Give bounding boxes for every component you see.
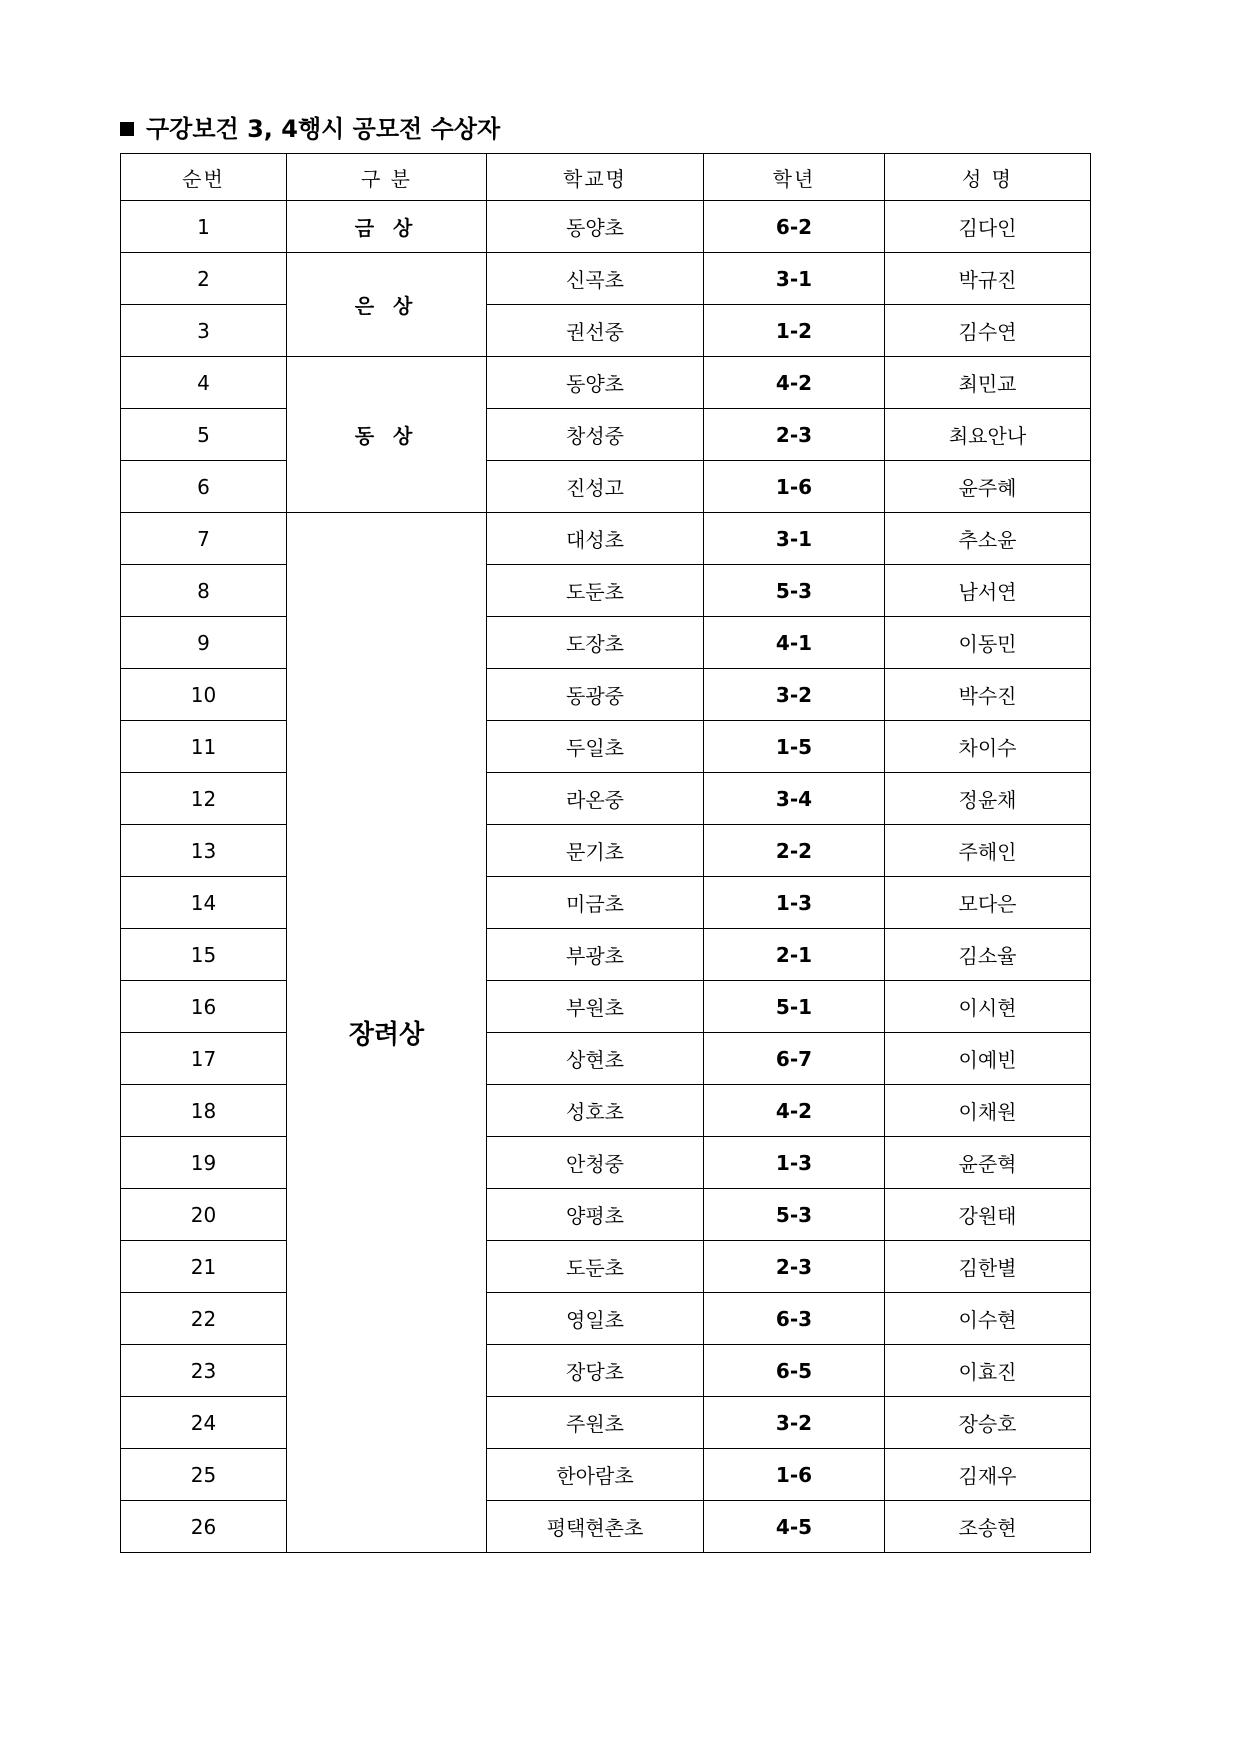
table-row	[121, 1397, 1091, 1449]
row-grade: 4-2	[704, 357, 885, 409]
table-row	[121, 981, 1091, 1033]
awards-table	[120, 153, 1091, 1553]
row-name: 윤주혜	[885, 461, 1091, 513]
row-name: 김재우	[885, 1449, 1091, 1501]
row-num: 15	[121, 929, 287, 981]
page-title-text: 구강보건 3, 4행시 공모전 수상자	[146, 115, 501, 143]
row-name: 남서연	[885, 565, 1091, 617]
row-school: 주원초	[487, 1397, 704, 1449]
row-name: 추소윤	[885, 513, 1091, 565]
row-grade: 1-6	[704, 461, 885, 513]
row-name: 김수연	[885, 305, 1091, 357]
award-silver: 은 상	[287, 253, 487, 357]
row-num: 18	[121, 1085, 287, 1137]
row-name: 이수현	[885, 1293, 1091, 1345]
row-grade: 1-3	[704, 1137, 885, 1189]
row-grade: 5-3	[704, 565, 885, 617]
row-num: 10	[121, 669, 287, 721]
row-school: 창성중	[487, 409, 704, 461]
table-row	[121, 617, 1091, 669]
table-row	[121, 565, 1091, 617]
table-row	[121, 305, 1091, 357]
table-row	[121, 1137, 1091, 1189]
table-row	[121, 669, 1091, 721]
row-school: 대성초	[487, 513, 704, 565]
row-num: 8	[121, 565, 287, 617]
row-grade: 5-3	[704, 1189, 885, 1241]
table-row	[121, 357, 1091, 409]
table-row	[121, 461, 1091, 513]
row-num: 20	[121, 1189, 287, 1241]
row-grade: 6-3	[704, 1293, 885, 1345]
row-name: 이효진	[885, 1345, 1091, 1397]
row-name: 차이수	[885, 721, 1091, 773]
table-row	[121, 877, 1091, 929]
row-num: 1	[121, 201, 287, 253]
row-grade: 2-3	[704, 409, 885, 461]
row-school: 권선중	[487, 305, 704, 357]
row-school: 동광중	[487, 669, 704, 721]
row-school: 장당초	[487, 1345, 704, 1397]
award-bronze: 동 상	[287, 357, 487, 513]
row-num: 24	[121, 1397, 287, 1449]
row-num: 13	[121, 825, 287, 877]
row-school: 미금초	[487, 877, 704, 929]
row-school: 평택현촌초	[487, 1501, 704, 1553]
header-num: 순번	[121, 154, 287, 201]
row-num: 7	[121, 513, 287, 565]
row-school: 동양초	[487, 357, 704, 409]
row-grade: 3-1	[704, 253, 885, 305]
row-name: 이동민	[885, 617, 1091, 669]
row-name: 강원태	[885, 1189, 1091, 1241]
row-num: 16	[121, 981, 287, 1033]
row-grade: 1-3	[704, 877, 885, 929]
row-school: 도둔초	[487, 1241, 704, 1293]
row-school: 도장초	[487, 617, 704, 669]
row-name: 최민교	[885, 357, 1091, 409]
row-school: 부원초	[487, 981, 704, 1033]
row-num: 26	[121, 1501, 287, 1553]
table-row	[121, 409, 1091, 461]
table-header-row	[121, 154, 1091, 201]
row-num: 17	[121, 1033, 287, 1085]
row-grade: 3-2	[704, 669, 885, 721]
row-name: 김소율	[885, 929, 1091, 981]
table-row	[121, 1449, 1091, 1501]
row-num: 22	[121, 1293, 287, 1345]
row-school: 동양초	[487, 201, 704, 253]
row-num: 4	[121, 357, 287, 409]
row-name: 김다인	[885, 201, 1091, 253]
table-row	[121, 201, 1091, 253]
row-num: 2	[121, 253, 287, 305]
table-row	[121, 253, 1091, 305]
row-grade: 6-2	[704, 201, 885, 253]
row-school: 도둔초	[487, 565, 704, 617]
row-name: 주해인	[885, 825, 1091, 877]
table-row	[121, 773, 1091, 825]
row-name: 최요안나	[885, 409, 1091, 461]
header-grade: 학년	[704, 154, 885, 201]
header-category: 구 분	[287, 154, 487, 201]
page-title	[120, 112, 500, 146]
row-grade: 4-1	[704, 617, 885, 669]
row-grade: 4-5	[704, 1501, 885, 1553]
row-grade: 1-2	[704, 305, 885, 357]
row-num: 12	[121, 773, 287, 825]
row-grade: 3-2	[704, 1397, 885, 1449]
row-name: 박수진	[885, 669, 1091, 721]
row-school: 한아람초	[487, 1449, 704, 1501]
row-grade: 3-1	[704, 513, 885, 565]
row-num: 19	[121, 1137, 287, 1189]
row-num: 25	[121, 1449, 287, 1501]
row-name: 박규진	[885, 253, 1091, 305]
row-grade: 6-5	[704, 1345, 885, 1397]
row-school: 라온중	[487, 773, 704, 825]
row-num: 5	[121, 409, 287, 461]
table-row	[121, 825, 1091, 877]
row-school: 신곡초	[487, 253, 704, 305]
row-grade: 5-1	[704, 981, 885, 1033]
header-school: 학교명	[487, 154, 704, 201]
row-num: 14	[121, 877, 287, 929]
row-num: 6	[121, 461, 287, 513]
table-row	[121, 1345, 1091, 1397]
table-row	[121, 721, 1091, 773]
row-school: 안청중	[487, 1137, 704, 1189]
row-grade: 2-1	[704, 929, 885, 981]
row-name: 이예빈	[885, 1033, 1091, 1085]
row-name: 조송현	[885, 1501, 1091, 1553]
row-name: 정윤채	[885, 773, 1091, 825]
row-grade: 1-5	[704, 721, 885, 773]
table-row	[121, 1033, 1091, 1085]
row-name: 모다은	[885, 877, 1091, 929]
square-bullet-icon	[120, 122, 134, 136]
award-encouragement: 장려상	[287, 513, 487, 1553]
row-school: 상현초	[487, 1033, 704, 1085]
table-row	[121, 1501, 1091, 1553]
row-grade: 2-3	[704, 1241, 885, 1293]
row-name: 이시현	[885, 981, 1091, 1033]
row-school: 양평초	[487, 1189, 704, 1241]
row-name: 윤준혁	[885, 1137, 1091, 1189]
row-school: 성호초	[487, 1085, 704, 1137]
table-row	[121, 929, 1091, 981]
row-grade: 4-2	[704, 1085, 885, 1137]
row-num: 3	[121, 305, 287, 357]
row-num: 23	[121, 1345, 287, 1397]
row-school: 문기초	[487, 825, 704, 877]
row-grade: 1-6	[704, 1449, 885, 1501]
table-row	[121, 1189, 1091, 1241]
row-grade: 3-4	[704, 773, 885, 825]
row-name: 이채원	[885, 1085, 1091, 1137]
row-school: 영일초	[487, 1293, 704, 1345]
table-row	[121, 513, 1091, 565]
row-grade: 6-7	[704, 1033, 885, 1085]
row-school: 부광초	[487, 929, 704, 981]
header-name: 성 명	[885, 154, 1091, 201]
row-num: 9	[121, 617, 287, 669]
row-num: 21	[121, 1241, 287, 1293]
row-num: 11	[121, 721, 287, 773]
table-row	[121, 1085, 1091, 1137]
row-name: 장승호	[885, 1397, 1091, 1449]
table-row	[121, 1241, 1091, 1293]
row-grade: 2-2	[704, 825, 885, 877]
row-school: 진성고	[487, 461, 704, 513]
row-school: 두일초	[487, 721, 704, 773]
row-name: 김한별	[885, 1241, 1091, 1293]
award-gold: 금 상	[287, 201, 487, 253]
table-row	[121, 1293, 1091, 1345]
